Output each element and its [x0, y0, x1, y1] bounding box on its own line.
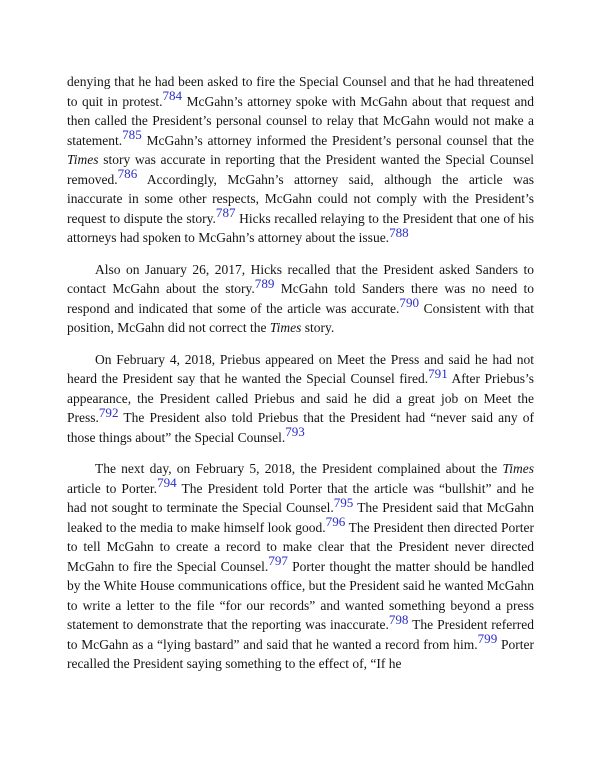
footnote-ref: 789 — [254, 275, 275, 291]
footnote-ref: 786 — [117, 166, 138, 182]
footnote-ref: 794 — [157, 475, 177, 491]
text-run: McGahn told Sanders there was no need to respond and indicated that some of the article was accurate. — [67, 281, 534, 316]
text-run: Consistent with that position, McGahn did not correct the — [67, 300, 535, 335]
footnote-ref: 791 — [428, 365, 448, 381]
footnote-ref: 785 — [122, 127, 142, 143]
italic-text-run: Times — [269, 320, 302, 335]
text-run: Porter thought the matter should be handled by the White House communications office, but the President said he wanted McGahn to write a letter to the file “for our records” and wanted something beyond a press statement to demonstrate that the reporting was inaccurate. — [67, 558, 535, 632]
text-run: Accordingly, McGahn’s attorney said, although the article was inaccurate in some other respects, McGahn could not comply with the President’s request to dispute the story. — [67, 171, 534, 226]
text-run: story. — [301, 320, 335, 335]
text-run: McGahn’s attorney informed the President’s personal counsel that the — [141, 132, 534, 148]
text-run: The President referred to McGahn as a “lying bastard” and said that he wanted a record from him. — [67, 617, 534, 652]
footnote-ref: 784 — [162, 88, 183, 104]
text-run: Porter recalled the President saying something to the effect of, “If he — [67, 636, 534, 671]
italic-text-run: Times — [67, 152, 99, 167]
text-run: Hicks recalled relaying to the President that one of his attorneys had spoken to McGahn’s attorney about the issue. — [67, 210, 534, 245]
text-run: story was accurate in reporting that the President wanted the Special Counsel removed. — [67, 152, 534, 187]
text-run: On February 4, 2018, Priebus appeared on Meet the Press and said he had not heard the President say that he wanted the Special Counsel fired. — [67, 351, 534, 386]
footnote-ref: 795 — [333, 494, 354, 510]
footnote-ref: 799 — [477, 631, 498, 647]
paragraph — [67, 72, 534, 248]
text-run: McGahn’s attorney spoke with McGahn about that request and then called the President’s personal counsel to relay that McGahn would not make a statement. — [67, 93, 534, 148]
text-run: Also on January 26, 2017, Hicks recalled that the President asked Sanders to contact McGahn about the story. — [67, 261, 534, 296]
paragraph — [67, 260, 534, 338]
text-run: The President told Porter that the article was “bullshit” and he had not sought to terminate the Special Counsel. — [67, 480, 534, 515]
text-run: After Priebus’s appearance, the President called Priebus and said he did a great job on Meet the Press. — [67, 371, 534, 425]
footnote-ref: 790 — [399, 295, 420, 311]
footnote-ref: 788 — [389, 224, 409, 240]
italic-text-run: Times — [502, 461, 534, 476]
footnote-ref: 797 — [268, 553, 288, 569]
text-run: The next day, on February 5, 2018, the President complained about the — [95, 461, 503, 476]
document-content — [67, 72, 534, 674]
footnote-ref: 787 — [215, 205, 236, 221]
paragraph — [67, 459, 534, 674]
footnote-ref: 798 — [388, 611, 409, 627]
footnote-ref: 796 — [325, 514, 346, 530]
text-run: The President also told Priebus that the President had “never said any of those things about” the Special Counsel. — [67, 410, 534, 445]
text-run: denying that he had been asked to fire the Special Counsel and that he had threatened to quit in protest. — [67, 74, 534, 109]
footnote-ref: 793 — [285, 424, 305, 440]
footnote-ref: 792 — [98, 404, 119, 420]
text-run: The President said that McGahn leaked to the media to make himself look good. — [67, 500, 535, 535]
text-run: The President then directed Porter to tell McGahn to create a record to make clear that the President never directed McGahn to fire the Special Counsel. — [67, 519, 534, 574]
text-run: article to Porter. — [67, 480, 158, 496]
paragraph — [67, 350, 534, 448]
